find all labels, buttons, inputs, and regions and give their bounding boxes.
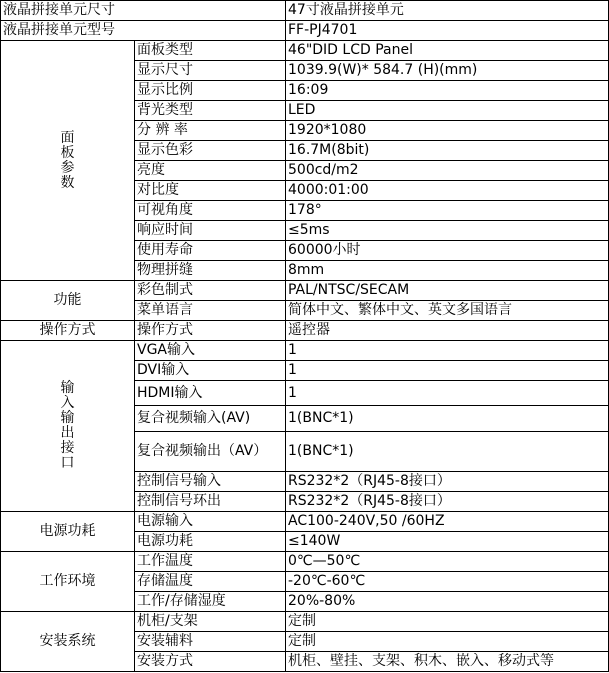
row-value: 16.7M(8bit) — [286, 141, 609, 161]
row-label: 操作方式 — [135, 321, 286, 341]
group-label-power: 电源功耗 — [1, 512, 135, 552]
row-value: 1(BNC*1) — [286, 432, 609, 472]
row-label: 液晶拼接单元型号 — [1, 21, 286, 41]
group-label-operation: 操作方式 — [1, 321, 135, 341]
row-value: FF-PJ4701 — [286, 21, 609, 41]
row-label: 存储温度 — [135, 572, 286, 592]
row-label: 使用寿命 — [135, 241, 286, 261]
row-value: -20℃-60℃ — [286, 572, 609, 592]
row-value: 20%-80% — [286, 592, 609, 612]
row-label: 背光类型 — [135, 101, 286, 121]
table-row — [1, 552, 609, 572]
row-value: 60000小时 — [286, 241, 609, 261]
row-label: 安装方式 — [135, 652, 286, 672]
row-label: 可视角度 — [135, 201, 286, 221]
row-value: ≤140W — [286, 532, 609, 552]
row-value: AC100-240V,50 /60HZ — [286, 512, 609, 532]
row-value: 遥控器 — [286, 321, 609, 341]
row-label: 物理拼缝 — [135, 261, 286, 281]
row-label: 电源功耗 — [135, 532, 286, 552]
table-row — [1, 321, 609, 341]
row-label: 彩色制式 — [135, 281, 286, 301]
group-label-installation: 安装系统 — [1, 612, 135, 672]
row-value: 1(BNC*1) — [286, 406, 609, 432]
row-value: 4000:01:00 — [286, 181, 609, 201]
row-label: 分 辨 率 — [135, 121, 286, 141]
row-value: 500cd/m2 — [286, 161, 609, 181]
row-value: 机柜、壁挂、支架、积木、嵌入、移动式等 — [286, 652, 609, 672]
row-label: 机柜/支架 — [135, 612, 286, 632]
row-label: 复合视频输出（AV） — [135, 432, 286, 472]
row-label: 工作温度 — [135, 552, 286, 572]
table-row — [1, 341, 609, 361]
row-label: HDMI输入 — [135, 381, 286, 406]
table-row — [1, 41, 609, 61]
group-label-io-ports: 输 入 输 出 接 口 — [1, 341, 135, 512]
group-label-panel-params: 面 板 参 数 — [1, 41, 135, 281]
row-label: 对比度 — [135, 181, 286, 201]
row-label: 安装辅料 — [135, 632, 286, 652]
row-value: ≤5ms — [286, 221, 609, 241]
row-label: VGA输入 — [135, 341, 286, 361]
row-label: 响应时间 — [135, 221, 286, 241]
table-row — [1, 281, 609, 301]
row-value: PAL/NTSC/SECAM — [286, 281, 609, 301]
row-value: 47寸液晶拼接单元 — [286, 1, 609, 21]
row-value: 1 — [286, 361, 609, 381]
row-value: RS232*2（RJ45-8接口） — [286, 472, 609, 492]
row-label: 工作/存储湿度 — [135, 592, 286, 612]
row-value: 1039.9(W)* 584.7 (H)(mm) — [286, 61, 609, 81]
row-value: 1 — [286, 341, 609, 361]
row-label: 显示比例 — [135, 81, 286, 101]
table-row — [1, 1, 609, 21]
table-row — [1, 21, 609, 41]
group-label-environment: 工作环境 — [1, 552, 135, 612]
row-value: 定制 — [286, 612, 609, 632]
row-value: 16:09 — [286, 81, 609, 101]
row-label: 显示尺寸 — [135, 61, 286, 81]
row-value: 定制 — [286, 632, 609, 652]
row-label: 菜单语言 — [135, 301, 286, 321]
row-value: RS232*2（RJ45-8接口） — [286, 492, 609, 512]
row-value: 1920*1080 — [286, 121, 609, 141]
row-label: 显示色彩 — [135, 141, 286, 161]
row-label: 控制信号输入 — [135, 472, 286, 492]
table-row — [1, 512, 609, 532]
row-value: 8mm — [286, 261, 609, 281]
row-label: 电源输入 — [135, 512, 286, 532]
row-value: 简体中文、繁体中文、英文多国语言 — [286, 301, 609, 321]
row-label: 复合视频输入(AV) — [135, 406, 286, 432]
table-row — [1, 612, 609, 632]
row-label: 控制信号环出 — [135, 492, 286, 512]
row-value: LED — [286, 101, 609, 121]
row-value: 178° — [286, 201, 609, 221]
row-label: 液晶拼接单元尺寸 — [1, 1, 286, 21]
row-label: 亮度 — [135, 161, 286, 181]
row-value: 1 — [286, 381, 609, 406]
group-label-function: 功能 — [1, 281, 135, 321]
row-label: 面板类型 — [135, 41, 286, 61]
row-value: 46"DID LCD Panel — [286, 41, 609, 61]
row-value: 0℃—50℃ — [286, 552, 609, 572]
row-label: DVI输入 — [135, 361, 286, 381]
